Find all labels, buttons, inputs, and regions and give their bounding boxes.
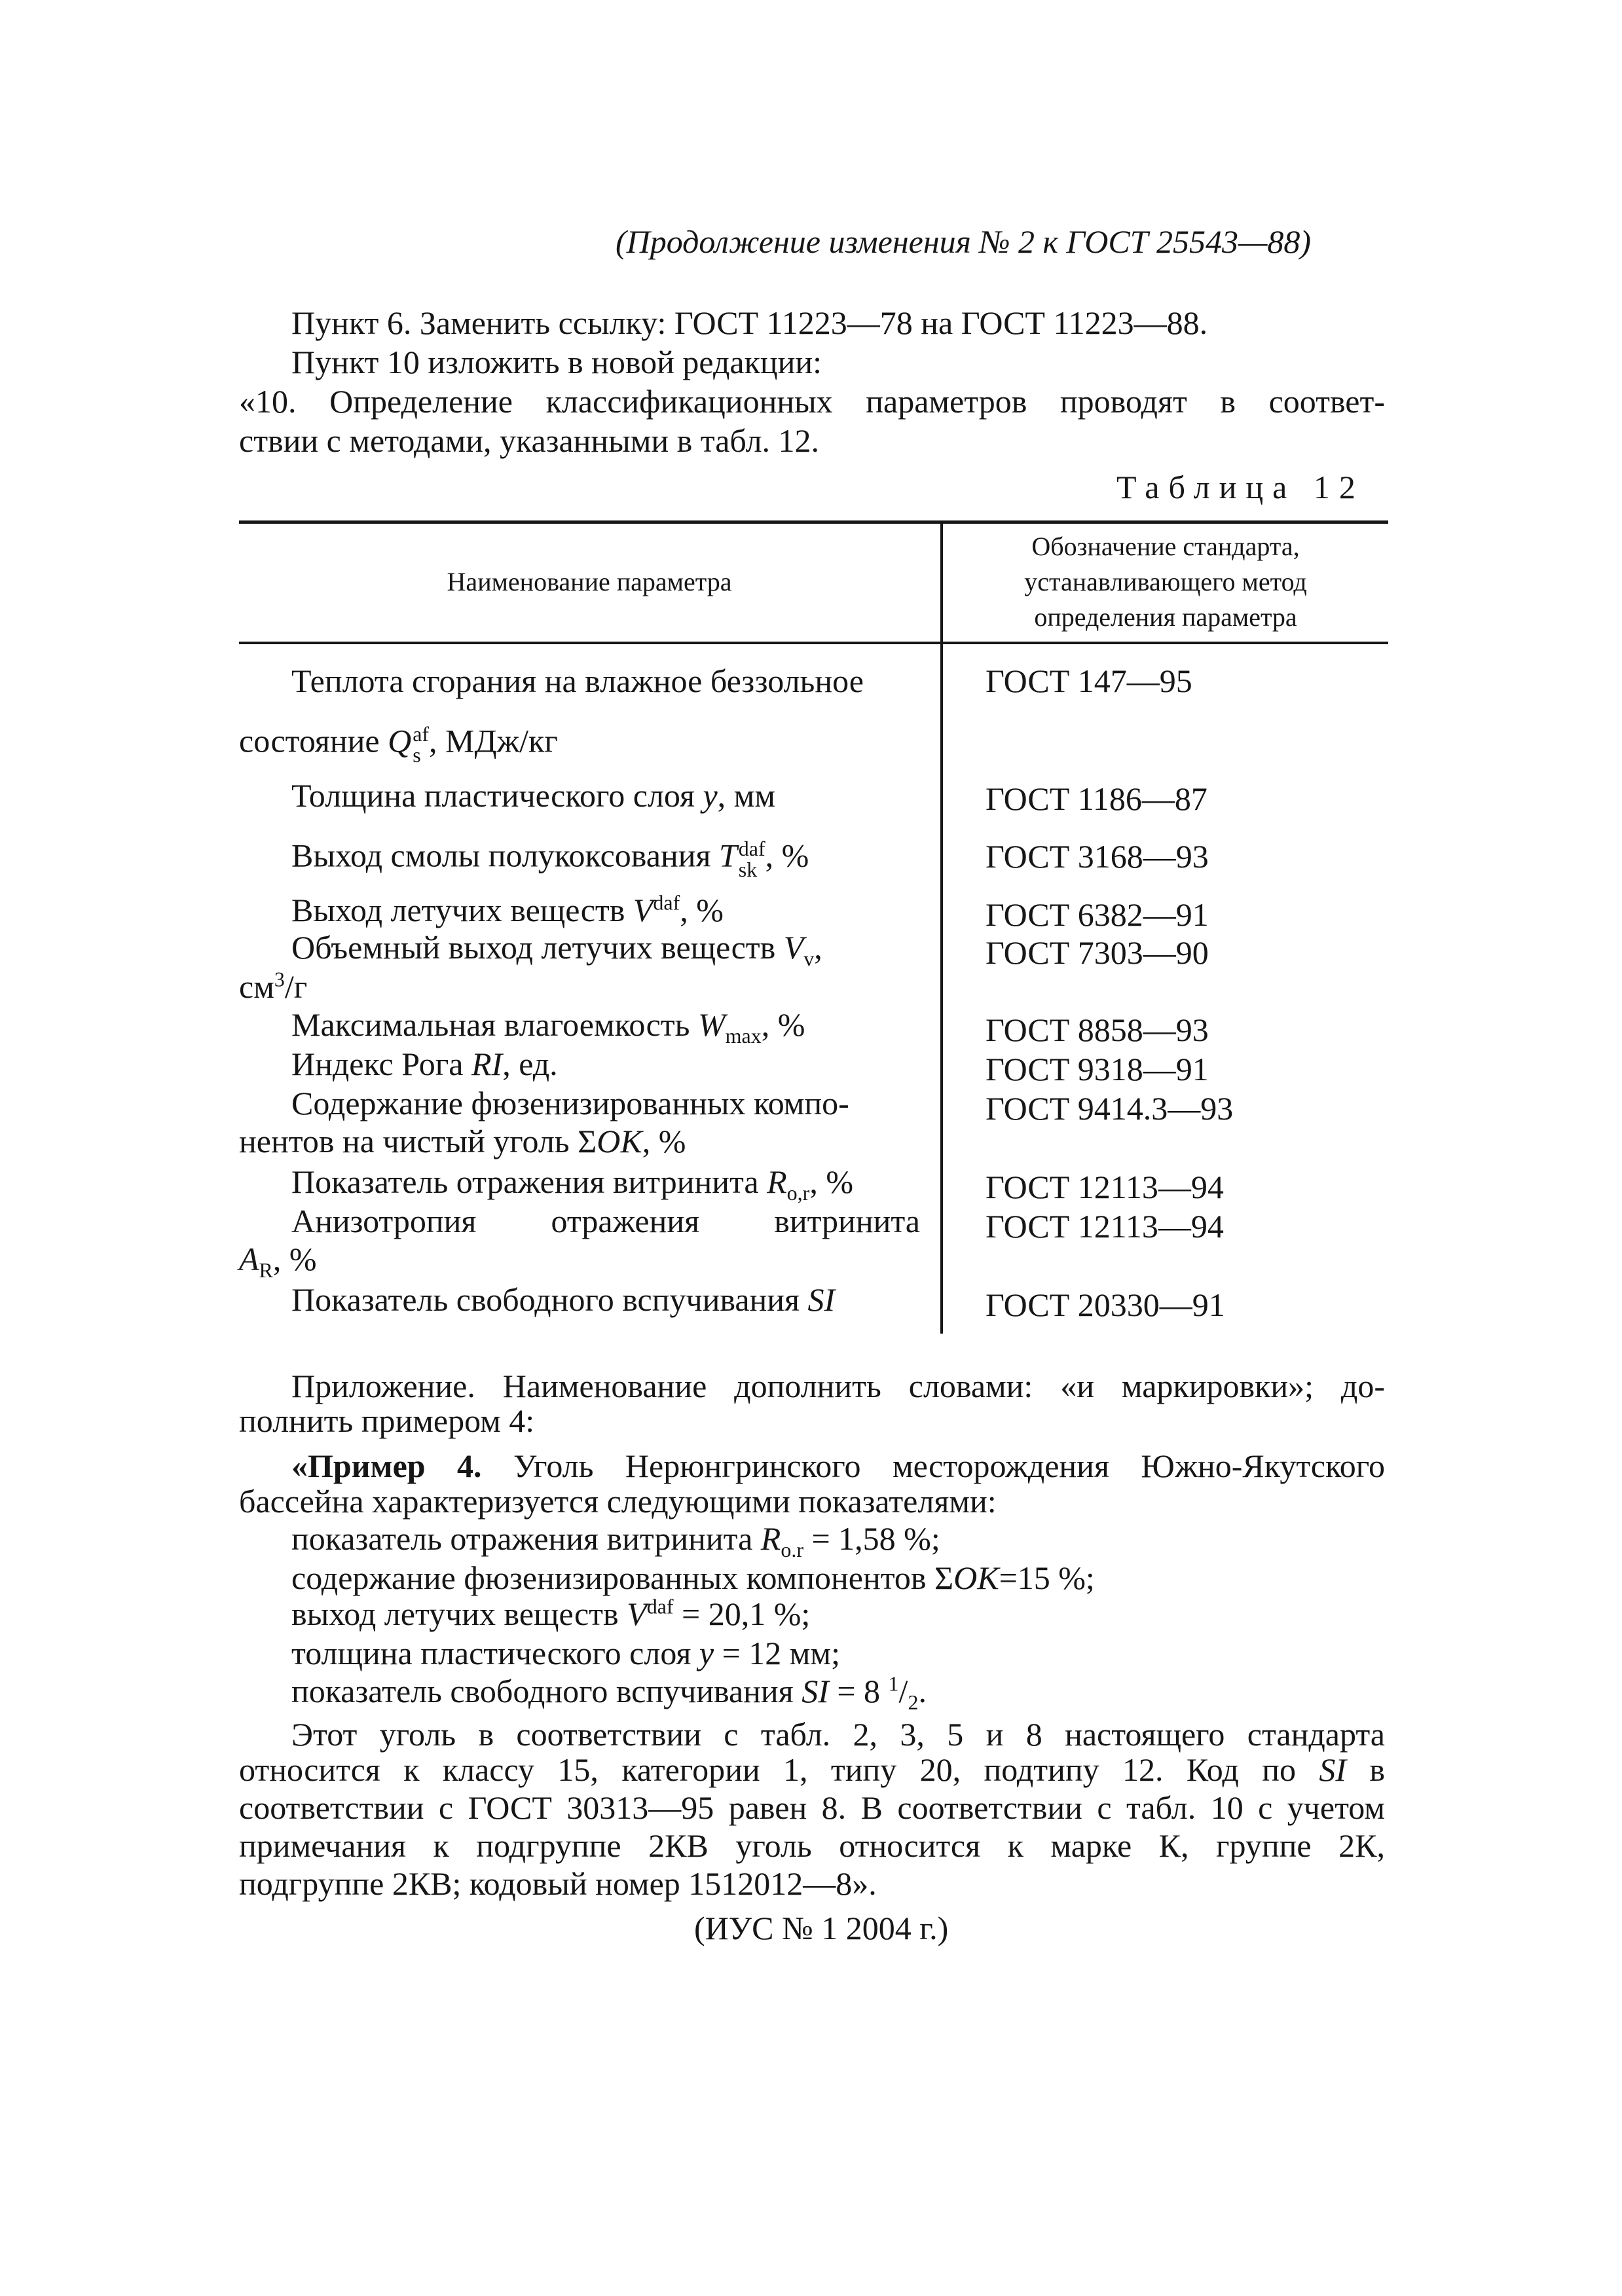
example-item-5: показатель свободного вспучивания SI = 8 $^1/_2$. bbox=[291, 1671, 927, 1714]
table-row-standard: ГОСТ 3168—93 bbox=[986, 838, 1209, 875]
table-header-rule bbox=[239, 642, 1388, 644]
conclusion-line-1: Этот уголь в соответствии с табл. 2, 3, 5 и 8 настоящего стандарта bbox=[291, 1716, 1385, 1753]
example-line-2: бассейна характеризуется следующими показателями: bbox=[239, 1483, 997, 1520]
table-row-name: Выход смолы полукоксования T daf sk , % bbox=[291, 837, 809, 881]
table-row-standard: ГОСТ 8858—93 bbox=[986, 1011, 1209, 1048]
example-heading-line: «Пример 4. Уголь Нерюнгринского месторождения Южно-Якутского bbox=[291, 1448, 1385, 1484]
table-row-standard: ГОСТ 6382—91 bbox=[986, 896, 1209, 933]
table-row-standard: ГОСТ 12113—94 bbox=[986, 1208, 1224, 1245]
table-row-name: Толщина пластического слоя y, мм bbox=[291, 777, 775, 814]
table-row-name: Теплота сгорания на влажное беззольное bbox=[291, 663, 864, 699]
appendix-paragraph-line-1: Приложение. Наименование дополнить словами: «и маркировки»; до- bbox=[291, 1368, 1385, 1404]
table-row-standard: ГОСТ 7303—90 bbox=[986, 934, 1209, 971]
example-item-2: содержание фюзенизированных компонентов ΣOK=15 %; bbox=[291, 1559, 1095, 1596]
table-column-divider bbox=[940, 522, 943, 1334]
intro-paragraph-3-line-1: «10. Определение классификационных параметров проводят в соответ- bbox=[239, 383, 1385, 420]
intro-paragraph-3-line-2: ствии с методами, указанными в табл. 12. bbox=[239, 422, 820, 459]
table-row-name: Индекс Рога RI, ед. bbox=[291, 1046, 558, 1082]
table-row-name: Показатель отражения витринита $R_{o,r}$, % bbox=[291, 1163, 853, 1205]
table-row-standard: ГОСТ 9318—91 bbox=[986, 1051, 1209, 1087]
table-header-parameter: Наименование параметра bbox=[447, 567, 732, 596]
example-item-1: показатель отражения витринита $R_{o.r} = 1,58$ %; bbox=[291, 1520, 940, 1561]
table-row-name: Выход летучих веществ $V^{daf}$, % bbox=[291, 890, 724, 928]
example-label: «Пример 4. bbox=[291, 1448, 482, 1484]
appendix-paragraph-line-2: полнить примером 4: bbox=[239, 1402, 535, 1439]
page-header: (Продолжение изменения № 2 к ГОСТ 25543—88) bbox=[616, 223, 1312, 260]
conclusion-line-4: примечания к подгруппе 2КВ уголь относится к марке К, группе 2К, bbox=[239, 1827, 1385, 1864]
table-caption: Таблица 12 bbox=[1116, 469, 1365, 505]
intro-paragraph-2: Пункт 10 изложить в новой редакции: bbox=[291, 344, 822, 380]
conclusion-line-5: подгруппе 2КВ; кодовый номер 1512012—8». bbox=[239, 1865, 877, 1902]
example-item-3: выход летучих веществ $V^{daf} = 20,1$ %; bbox=[291, 1594, 811, 1632]
table-row-name-continued: нентов на чистый уголь ΣOK, % bbox=[239, 1123, 686, 1159]
table-row-standard: ГОСТ 12113—94 bbox=[986, 1169, 1224, 1205]
conclusion-line-3: соответствии с ГОСТ 30313—95 равен 8. В соответствии с табл. 10 с учетом bbox=[239, 1789, 1385, 1826]
table-row-name: Объемный выход летучих веществ $V_v$, bbox=[291, 929, 822, 970]
conclusion-line-2: относится к классу 15, категории 1, типу 20, подтипу 12. Код по SI в bbox=[239, 1751, 1386, 1788]
table-row-name-continued: $A_R$, % bbox=[239, 1241, 317, 1282]
intro-paragraph-1: Пункт 6. Заменить ссылку: ГОСТ 11223—78 на ГОСТ 11223—88. bbox=[291, 304, 1208, 341]
source-reference: (ИУС № 1 2004 г.) bbox=[694, 1910, 949, 1946]
table-row-name: Анизотропия отражения витринита bbox=[291, 1203, 920, 1239]
table-row-standard: ГОСТ 1186—87 bbox=[986, 780, 1207, 817]
table-row-name: Содержание фюзенизированных компо- bbox=[291, 1085, 849, 1121]
table-row-name: Максимальная влагоемкость $W_{max}$, % bbox=[291, 1006, 805, 1048]
table-row-standard: ГОСТ 9414.3—93 bbox=[986, 1090, 1234, 1127]
table-row-standard: ГОСТ 147—95 bbox=[986, 663, 1192, 699]
table-header-standard: Обозначение стандарта, устанавливающего метод определения параметра bbox=[1024, 532, 1307, 632]
table-row-name-continued: $см^3/г$ bbox=[239, 967, 308, 1005]
example-item-4: толщина пластического слоя y = 12 мм; bbox=[291, 1635, 840, 1671]
table-row-name: Показатель свободного вспучивания SI bbox=[291, 1281, 836, 1318]
table-top-rule bbox=[239, 520, 1388, 524]
table-row-name-continued: состояние Q af s , МДж/кг bbox=[239, 722, 558, 767]
table-row-standard: ГОСТ 20330—91 bbox=[986, 1286, 1225, 1323]
